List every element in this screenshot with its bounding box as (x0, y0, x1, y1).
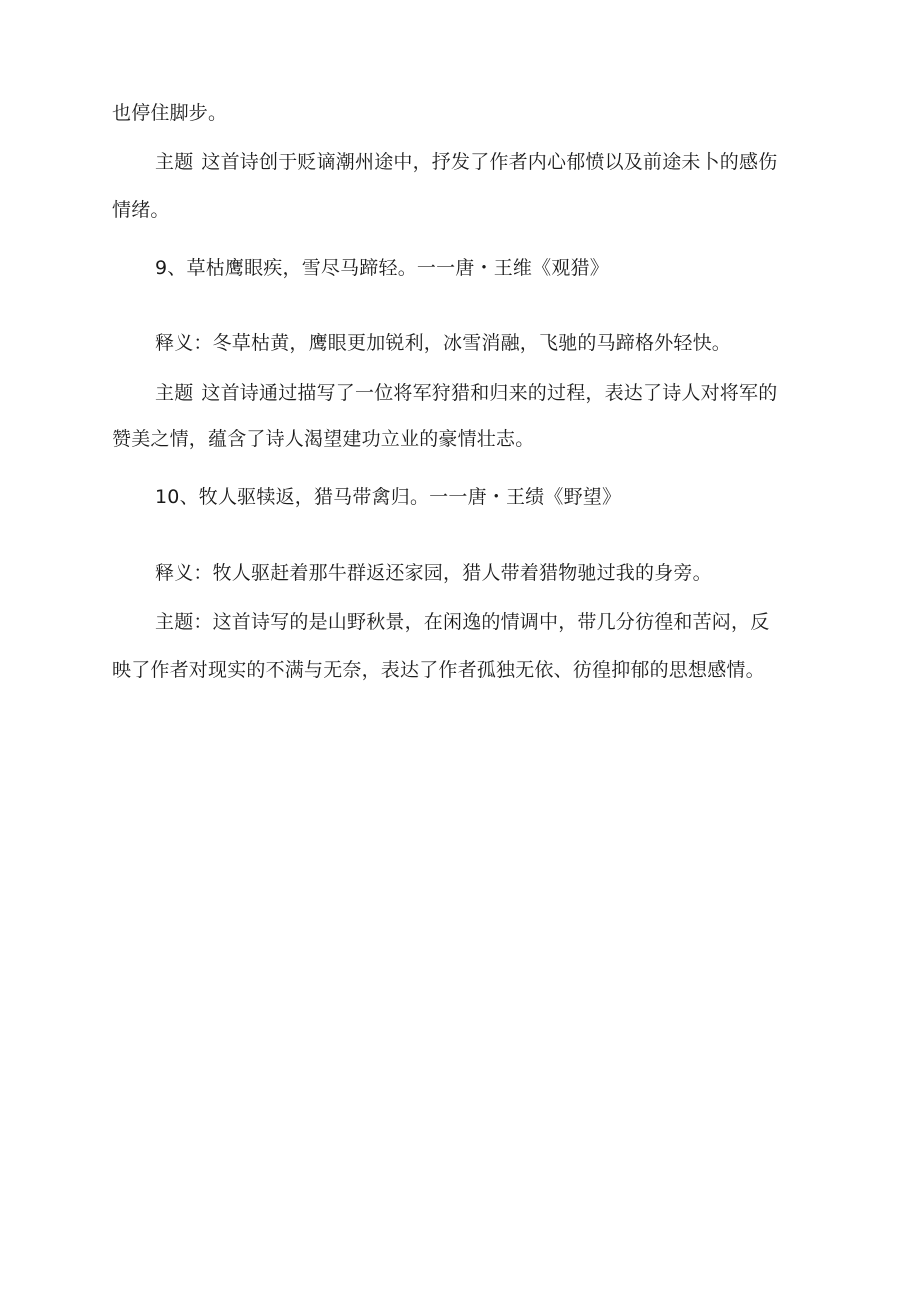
section8-theme-line2: 情绪。 (112, 199, 170, 221)
section9-theme-text: 这首诗通过描写了一位将军狩猎和归来的过程，表达了诗人对将军的 (201, 382, 778, 404)
section8-theme-text: 这首诗创于贬谪潮州途中，抒发了作者内心郁愤以及前途未卜的感伤 (201, 151, 778, 173)
section9-meaning: 释义：冬草枯黄，鹰眼更加锐利，冰雪消融，飞驰的马蹄格外轻快。 (155, 332, 732, 354)
section10-theme-line2: 映了作者对现实的不满与无奈，表达了作者孤独无依、彷徨抑郁的思想感情。 (112, 659, 765, 681)
section10-theme-line1: 主题：这首诗写的是山野秋景，在闲逸的情调中，带几分彷徨和苦闷，反 (155, 611, 770, 633)
section9-theme-line1 (155, 380, 777, 406)
section9-theme-line2: 赞美之情，蕴含了诗人渴望建功立业的豪情壮志。 (112, 428, 535, 450)
section8-theme-label: 主题 (155, 151, 194, 173)
section9-theme-label: 主题 (155, 382, 194, 404)
section9-heading: 9、草枯鹰眼疾，雪尽马蹄轻。一一唐・王维《观猎》 (155, 257, 609, 279)
section10-meaning: 释义：牧人驱赶着那牛群返还家园，猎人带着猎物驰过我的身旁。 (155, 562, 712, 584)
section8-theme-line1 (155, 149, 777, 175)
section10-heading: 10、牧人驱犊返，猎马带禽归。一一唐・王绩《野望》 (155, 486, 622, 508)
continuation-text: 也停住脚步。 (112, 102, 228, 124)
